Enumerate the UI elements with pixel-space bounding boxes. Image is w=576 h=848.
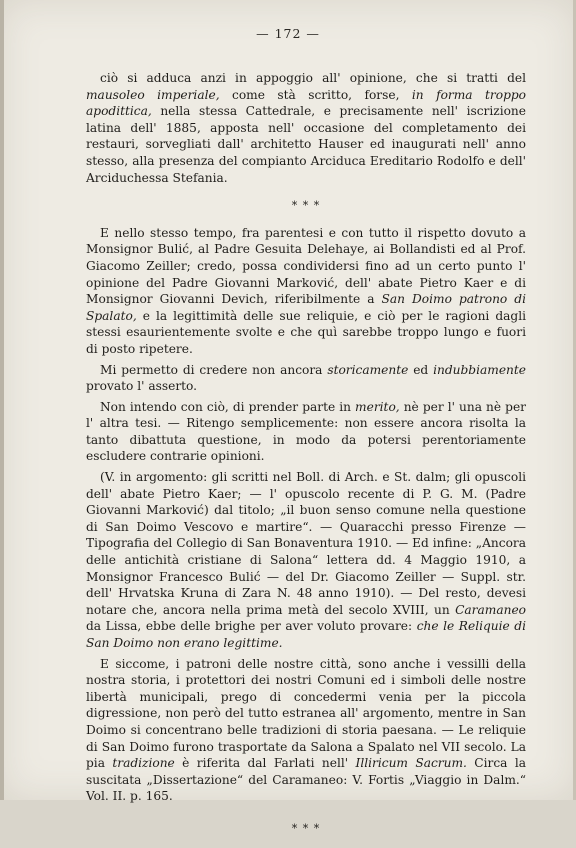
text-run: Non intendo con ciò, di prender parte in: [100, 399, 356, 414]
text-run: E siccome, i patroni delle nostre città, sono anche i vessilli della nostra storia, i protettori dei nostri Comuni ed i simboli delle nostre libertà municipali, prego di concedermi venia per la piccola digressione, non però del tutto estranea all' argomento, mentre in San Doimo si concentrano belle tradizioni di storia paesana. — Le reliquie di San Doimo furono trasportate da Salona a Spalato nel VII secolo. La pia: [86, 656, 526, 771]
page-edge-left: [0, 0, 4, 800]
italic-phrase: Caramaneo: [455, 602, 526, 617]
text-body: [86, 70, 526, 848]
text-run: provato l' asserto.: [86, 379, 198, 394]
paragraph-asserto: [86, 362, 526, 395]
text-run: Mi permetto di credere non ancora: [100, 362, 328, 377]
text-run: Circa la suscitata „Dissertazione“ del Caramaneo: V. Fortis „Viaggio in Dalm.“ Vol. II. p. 165.: [86, 756, 526, 804]
italic-phrase: Illiricum Sacrum.: [355, 756, 467, 771]
text-run: (V. in argomento: gli scritti nel Boll. di Arch. e St. dalm; gli opuscoli dell' abate Pietro Kaer; — l' opuscolo recente di P. G. M. (Padre Giovanni Marković) dal titolo; „il buon senso comune nella questione di San Doimo Vescovo e martire“. — Quaracchi presso Firenze — Tipografia del Collegio di San Bonaventura 1910. — Ed infine: „Ancora delle antichità cristiane di Salona“ lettera dd. 4 Maggio 1910, a Monsignor Francesco Bulić — del Dr. Giacomo Zeiller — Suppl. str. dell' Hrvatska Kruna di Zara N. 48 anno 1910). — Del resto, devesi notare che, ancora nella prima metà del secolo XVIII, un: [86, 470, 526, 617]
text-run: E nello stesso tempo, fra parentesi e con tutto il rispetto dovuto a Monsignor Bulić, al Padre Gesuita Delehaye, ai Bollandisti ed al Prof. Giacomo Zeiller; credo, possa condividersi fino ad un certo punto l' opinione del Padre Giovanni Marković, dell' abate Pietro Kaer e di Monsignor Giovanni Devich, riferibilmente a: [86, 225, 526, 307]
text-run: è riferita dal Farlati nell': [174, 756, 356, 771]
paragraph-san-doimo: [86, 225, 526, 358]
text-run: nella stessa Cattedrale, e precisamente nell' iscrizione latina dell' 1885, apposta nell' occasione del completamento dei restauri, sorvegliati dall' architetto Hauser ed inaugurati nell' anno stesso, alla presenza del compianto Arciduca Ereditario Rodolfo e dell' Arciduchessa Stefania.: [86, 104, 526, 185]
italic-phrase: storicamente: [327, 362, 409, 377]
italic-phrase: indubbiamente: [433, 362, 527, 377]
page-number: — 172 —: [256, 26, 320, 41]
italic-phrase: mausoleo imperiale,: [86, 87, 220, 102]
italic-phrase: merito,: [355, 399, 400, 414]
text-run: da Lissa, ebbe delle brighe per aver voluto provare:: [86, 619, 417, 634]
italic-phrase: San Doimo patrono di Spalato,: [86, 292, 526, 323]
text-run: ed: [408, 362, 434, 377]
text-run: come stà scritto, forse,: [219, 87, 412, 102]
text-run: nè per l' una nè per l' altra tesi. — Ritengo semplicemente: non essere ancora risolta la tanto dibattuta questione, in modo da potersi perentoriamente escludere contrarie opinioni.: [86, 399, 526, 464]
text-run: e la legittimità delle sue reliquie, e ciò per le ragioni dagli stessi esaurientemente svolte e che quì sarebbe troppo lungo e fuori di posto ripetere.: [86, 308, 526, 356]
text-run: ciò si adduca anzi in appoggio all' opinione, che si tratti del: [100, 71, 526, 85]
paragraph-questione: [86, 399, 526, 465]
italic-phrase: che le Reliquie di San Doimo non erano legittime.: [86, 619, 527, 650]
italic-phrase: in forma troppo apodittica,: [86, 87, 527, 119]
italic-phrase: tradizione: [112, 756, 175, 771]
paragraph-mausoleo: [86, 70, 526, 186]
paragraph-references: [86, 469, 526, 652]
section-separator-bottom: * * *: [291, 821, 321, 835]
paragraph-patroni: [86, 656, 526, 805]
section-separator: * * *: [291, 199, 321, 213]
